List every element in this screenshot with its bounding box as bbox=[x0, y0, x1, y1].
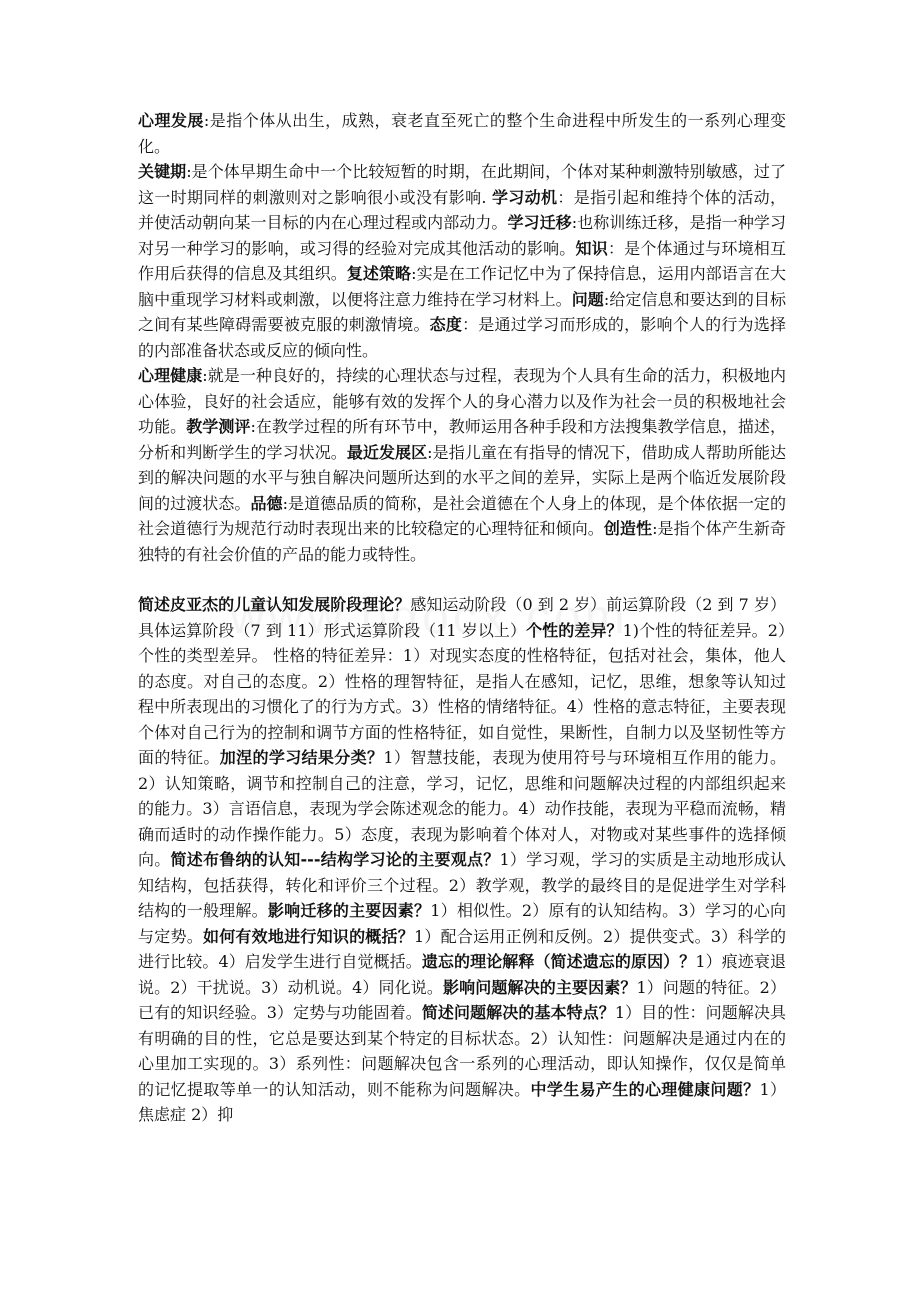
paragraph-definitions-2 bbox=[138, 159, 786, 363]
body-text: :是指个体产生新奇独特的有社会价值的产品的能力或特性。 bbox=[138, 519, 786, 564]
term-heading: 关键期 bbox=[138, 162, 187, 181]
body-text: :在教学过程的所有环节中，教师运用各种手段和方法搜集教学信息，描述，分析和判断学生的学习状况。 bbox=[138, 417, 786, 462]
term-heading: 创造性 bbox=[603, 519, 653, 538]
body-text: 1）目的性：问题解决具有明确的目的性，它总是要达到某个特定的目标状态。2）认知性：问题解决是通过内在的心里加工实现的。3）系列性：问题解决包含一系列的心理活动，即认知操作，仅仅是简单的记忆提取等单一的认知活动，则不能称为问题解决。 bbox=[138, 1003, 786, 1099]
term-heading: 中学生易产生的心理健康问题？ bbox=[530, 1079, 760, 1099]
term-heading: 简述皮亚杰的儿童认知发展阶段理论？ bbox=[138, 595, 411, 614]
body-text: :是指个体从出生，成熟，衰老直至死亡的整个生命进程中所发生的一系列心理变化。 bbox=[138, 111, 786, 156]
body-text: ：是通过学习而形成的，影响个人的行为选择的内部准备状态或反应的倾向性。 bbox=[138, 315, 786, 360]
body-text: :是指儿童在有指导的情况下，借助成人帮助所能达到的解决问题的水平与独自解决问题所达到的水平之间的差异，实际上是两个临近发展阶段间的过渡状态。 bbox=[138, 442, 786, 513]
term-heading: 教学测评 bbox=[186, 417, 251, 436]
body-text: :是道德品质的简称，是社会道德在个人身上的体现，是个体依据一定的社会道德行为规范行动时表现出来的比较稳定的心理特征和倾向。 bbox=[138, 493, 786, 538]
term-heading: 态度 bbox=[429, 315, 463, 334]
body-text: 1）问题的特征。2）已有的知识经验。3）定势与功能固着。 bbox=[138, 977, 786, 1022]
body-text: 1）焦虑症 2）抑 bbox=[138, 1079, 786, 1124]
document-page bbox=[138, 108, 786, 1128]
paragraph-definitions-3 bbox=[138, 363, 786, 567]
term-heading: 个性的差异？ bbox=[526, 620, 623, 640]
term-heading: 简述问题解决的基本特点？ bbox=[421, 1003, 615, 1022]
paragraph-questions bbox=[138, 592, 786, 1128]
term-heading: 心理健康 bbox=[138, 366, 203, 385]
body-text: 1)个性的特征差异。2）个性的类型差异。 性格的特征差异：1）对现实态度的性格特征，包括对社会，集体，他人的态度。对自己的态度。2）性格的理智特征，是指人在感知，记忆，思维，想象等认知过程中所表现出的习惯化了的行为方式。3）性格的情绪特征。4）性格的意志特征，主要表现个体对自己行为的控制和调节方面的性格特征，如自觉性，果断性，自制力以及坚韧性等方面的特征。 bbox=[138, 620, 786, 767]
body-text: ：是指引起和维持个体的活动，并使活动朝向某一目标的内在心理过程或内部动力。 bbox=[138, 187, 786, 232]
term-heading: 品德 bbox=[250, 493, 283, 513]
term-heading: 遗忘的理论解释（简述遗忘的原因）？ bbox=[421, 952, 696, 971]
paragraph-gap bbox=[138, 567, 786, 592]
term-heading: 简述布鲁纳的认知---结构学习论的主要观点？ bbox=[170, 850, 500, 869]
term-heading: 加涅的学习结果分类？ bbox=[219, 748, 384, 767]
body-text: :实是在工作记忆中为了保持信息，运用内部语言在大脑中重现学习材料或刺激，以便将注意力维持在学习材料上。 bbox=[138, 264, 786, 309]
term-heading: 复述策略 bbox=[346, 264, 412, 283]
body-text: 1）配合运用正例和反例。2）提供变式。3）科学的进行比较。4）启发学生进行自觉概括。 bbox=[138, 926, 786, 971]
body-text: 1）智慧技能，表现为使用符号与环境相互作用的能力。2）认知策略，调节和控制自己的注意，学习，记忆，思维和问题解决过程的内部组织起来的能力。3）言语信息，表现为学会陈述观念的能力。4）动作技能，表现为平稳而流畅，精确而适时的动作操作能力。5）态度，表现为影响着个体对人，对物或对某些事件的选择倾向。 bbox=[138, 748, 786, 869]
body-text: 1）痕迹衰退说。2）干扰说。3）动机说。4）同化说。 bbox=[138, 952, 786, 997]
paragraph-definitions-1 bbox=[138, 108, 786, 159]
body-text: :给定信息和要达到的目标之间有某些障碍需要被克服的刺激情境。 bbox=[138, 289, 786, 334]
body-text: 1）相似性。2）原有的认知结构。3）学习的心向与定势。 bbox=[138, 901, 786, 946]
term-heading: 影响问题解决的主要因素？ bbox=[443, 977, 637, 997]
body-text: ：是个体通过与环境相互作用后获得的信息及其组织。 bbox=[138, 238, 786, 283]
body-text: :就是一种良好的，持续的心理状态与过程，表现为个人具有生命的活力，积极地内心体验，良好的社会适应，能够有效的发挥个人的身心潜力以及作为社会一员的积极地社会功能。 bbox=[138, 366, 786, 436]
term-heading: 学习动机 bbox=[491, 187, 558, 207]
term-heading: 心理发展 bbox=[138, 111, 204, 130]
body-text: :也称训练迁移，是指一种学习对另一种学习的影响，或习得的经验对完成其他活动的影响。 bbox=[138, 213, 786, 258]
term-heading: 知识 bbox=[575, 238, 608, 258]
body-text: 感知运动阶段（0 到 2 岁）前运算阶段（2 到 7 岁）具体运算阶段（7 到 11）形式运算阶段（11 岁以上） bbox=[138, 595, 786, 640]
term-heading: 如何有效地进行知识的概括？ bbox=[202, 926, 415, 946]
term-heading: 影响迁移的主要因素？ bbox=[267, 901, 431, 920]
term-heading: 学习迁移 bbox=[507, 213, 572, 232]
body-text: :是个体早期生命中一个比较短暂的时期，在此期间，个体对某种刺激特别敏感，过了这一时期同样的刺激则对之影响很小或没有影响. bbox=[138, 162, 786, 207]
term-heading: 最近发展区 bbox=[346, 442, 428, 462]
term-heading: 问题 bbox=[571, 289, 604, 309]
body-text: 1）学习观，学习的实质是主动地形成认知结构，包括获得，转化和评价三个过程。2）教学观，教学的最终目的是促进学生对学科结构的一般理解。 bbox=[138, 850, 786, 920]
